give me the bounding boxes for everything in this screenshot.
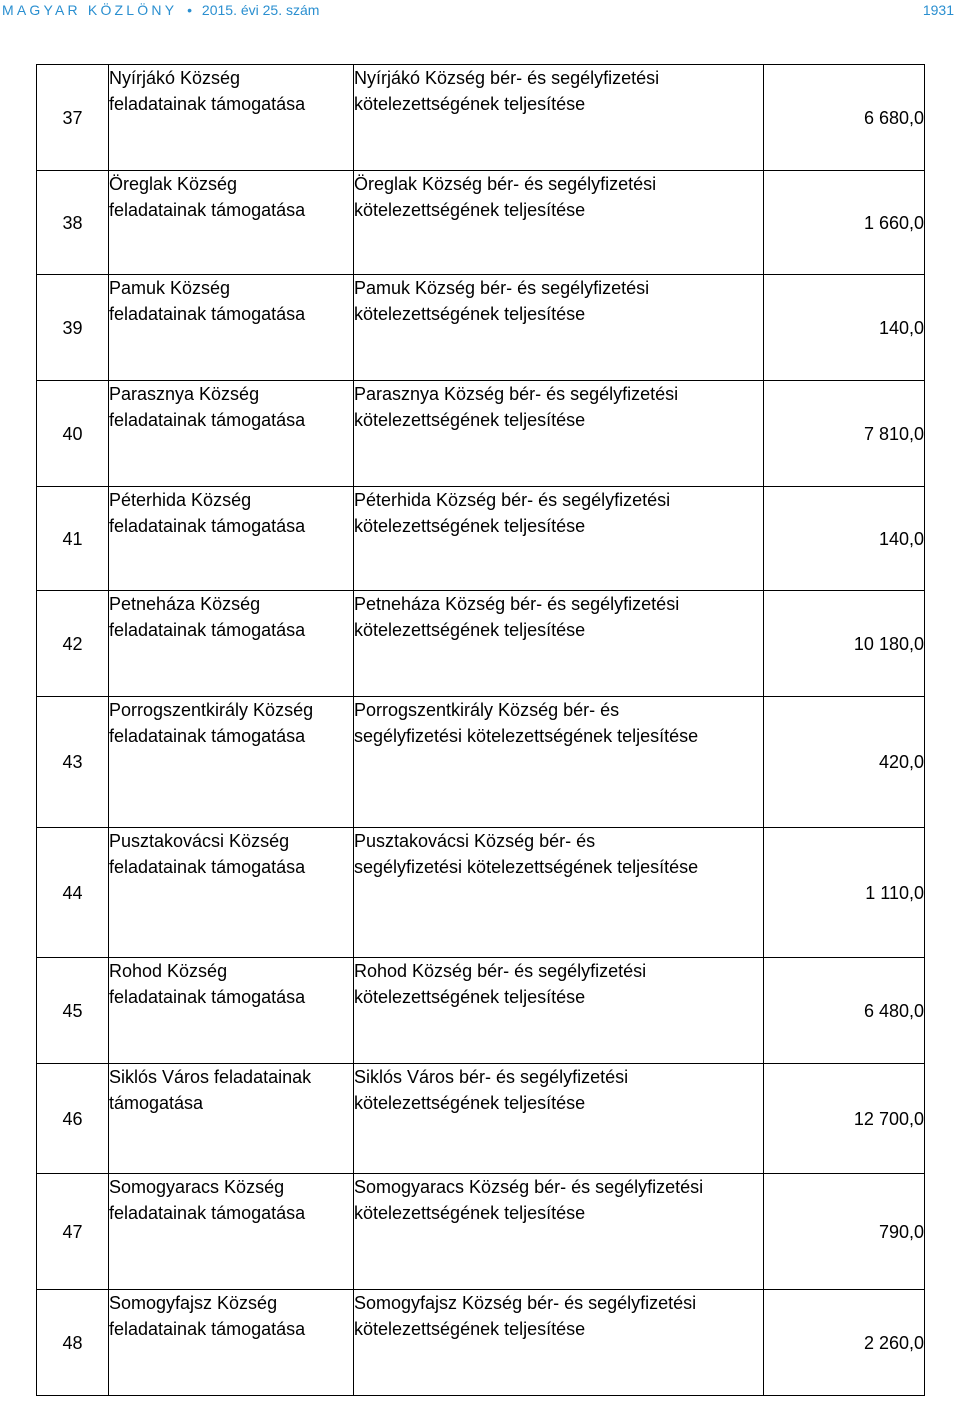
row-number: 37: [37, 65, 109, 171]
beneficiary-line: feladatainak támogatása: [109, 857, 306, 877]
beneficiary-line: feladatainak támogatása: [109, 516, 306, 536]
beneficiary-line: Rohod Község: [109, 961, 228, 981]
beneficiary-cell: [109, 275, 354, 381]
amount-cell: 420,0: [764, 697, 925, 828]
beneficiary-line: Pamuk Község: [109, 278, 231, 298]
beneficiary-line: feladatainak támogatása: [109, 304, 306, 324]
issue-label: 2015. évi 25. szám: [201, 2, 320, 18]
beneficiary-line: Somogyaracs Község: [109, 1177, 285, 1197]
beneficiary-line: támogatása: [109, 1093, 204, 1113]
beneficiary-line: Petneháza Község: [109, 594, 261, 614]
purpose-line: kötelezettségének teljesítése: [354, 304, 586, 324]
purpose-line: kötelezettségének teljesítése: [354, 200, 586, 220]
table-row: [37, 958, 925, 1064]
amount-cell: 7 810,0: [764, 381, 925, 487]
beneficiary-line: feladatainak támogatása: [109, 410, 306, 430]
beneficiary-line: feladatainak támogatása: [109, 620, 306, 640]
purpose-cell: [354, 1290, 764, 1396]
row-number: 43: [37, 697, 109, 828]
beneficiary-cell: [109, 171, 354, 275]
purpose-line: Nyírjákó Község bér- és segélyfizetési: [354, 68, 660, 88]
publication-title: MAGYAR KÖZLÖNY: [2, 2, 178, 18]
page-number: 1931: [922, 2, 954, 18]
purpose-line: kötelezettségének teljesítése: [354, 620, 586, 640]
row-number: 45: [37, 958, 109, 1064]
header-left: [2, 2, 319, 18]
amount-cell: 140,0: [764, 487, 925, 591]
beneficiary-cell: [109, 1290, 354, 1396]
beneficiary-line: feladatainak támogatása: [109, 726, 306, 746]
row-number: 39: [37, 275, 109, 381]
purpose-line: Parasznya Község bér- és segélyfizetési: [354, 384, 679, 404]
purpose-cell: [354, 591, 764, 697]
amount-cell: 12 700,0: [764, 1064, 925, 1174]
purpose-line: kötelezettségének teljesítése: [354, 1203, 586, 1223]
purpose-line: Pusztakovácsi Község bér- és: [354, 831, 596, 851]
row-number: 40: [37, 381, 109, 487]
amount-cell: 6 480,0: [764, 958, 925, 1064]
beneficiary-line: Nyírjákó Község: [109, 68, 241, 88]
beneficiary-line: Somogyfajsz Község: [109, 1293, 278, 1313]
row-number: 48: [37, 1290, 109, 1396]
purpose-cell: [354, 958, 764, 1064]
beneficiary-cell: [109, 381, 354, 487]
beneficiary-cell: [109, 828, 354, 958]
amount-cell: 10 180,0: [764, 591, 925, 697]
beneficiary-line: feladatainak támogatása: [109, 1319, 306, 1339]
beneficiary-line: feladatainak támogatása: [109, 200, 306, 220]
beneficiary-line: feladatainak támogatása: [109, 94, 306, 114]
table-row: [37, 65, 925, 171]
amount-cell: 6 680,0: [764, 65, 925, 171]
row-number: 46: [37, 1064, 109, 1174]
support-table-body: [37, 65, 925, 1396]
beneficiary-line: Pusztakovácsi Község: [109, 831, 290, 851]
support-table: [36, 64, 925, 1396]
beneficiary-line: Péterhida Község: [109, 490, 252, 510]
table-row: [37, 828, 925, 958]
purpose-cell: [354, 697, 764, 828]
amount-cell: 1 110,0: [764, 828, 925, 958]
row-number: 42: [37, 591, 109, 697]
row-number: 41: [37, 487, 109, 591]
row-number: 47: [37, 1174, 109, 1290]
beneficiary-line: feladatainak támogatása: [109, 987, 306, 1007]
purpose-line: kötelezettségének teljesítése: [354, 1319, 586, 1339]
row-number: 44: [37, 828, 109, 958]
beneficiary-cell: [109, 1174, 354, 1290]
beneficiary-line: Öreglak Község: [109, 174, 238, 194]
purpose-line: Rohod Község bér- és segélyfizetési: [354, 961, 647, 981]
purpose-line: kötelezettségének teljesítése: [354, 410, 586, 430]
purpose-line: Péterhida Község bér- és segélyfizetési: [354, 490, 671, 510]
purpose-cell: [354, 828, 764, 958]
purpose-cell: [354, 1064, 764, 1174]
purpose-line: Siklós Város bér- és segélyfizetési: [354, 1067, 629, 1087]
purpose-cell: [354, 275, 764, 381]
beneficiary-cell: [109, 65, 354, 171]
purpose-cell: [354, 1174, 764, 1290]
beneficiary-cell: [109, 697, 354, 828]
purpose-line: segélyfizetési kötelezettségének teljesítése: [354, 857, 699, 877]
purpose-line: kötelezettségének teljesítése: [354, 1093, 586, 1113]
purpose-line: Porrogszentkirály Község bér- és: [354, 700, 620, 720]
amount-cell: 2 260,0: [764, 1290, 925, 1396]
table-row: [37, 1064, 925, 1174]
table-row: [37, 697, 925, 828]
purpose-line: Somogyfajsz Község bér- és segélyfizetési: [354, 1293, 697, 1313]
beneficiary-line: Parasznya Község: [109, 384, 260, 404]
beneficiary-cell: [109, 1064, 354, 1174]
table-row: [37, 487, 925, 591]
table-row: [37, 1174, 925, 1290]
amount-cell: 790,0: [764, 1174, 925, 1290]
beneficiary-line: Porrogszentkirály Község: [109, 700, 314, 720]
beneficiary-cell: [109, 487, 354, 591]
purpose-line: kötelezettségének teljesítése: [354, 94, 586, 114]
header-separator: •: [187, 2, 193, 18]
purpose-line: Öreglak Község bér- és segélyfizetési: [354, 174, 657, 194]
table-row: [37, 275, 925, 381]
purpose-line: kötelezettségének teljesítése: [354, 987, 586, 1007]
table-row: [37, 381, 925, 487]
beneficiary-line: Siklós Város feladatainak: [109, 1067, 312, 1087]
beneficiary-line: feladatainak támogatása: [109, 1203, 306, 1223]
purpose-line: Somogyaracs Község bér- és segélyfizetési: [354, 1177, 704, 1197]
purpose-line: kötelezettségének teljesítése: [354, 516, 586, 536]
table-row: [37, 1290, 925, 1396]
amount-cell: 140,0: [764, 275, 925, 381]
purpose-cell: [354, 171, 764, 275]
purpose-cell: [354, 65, 764, 171]
amount-cell: 1 660,0: [764, 171, 925, 275]
page-header: [0, 0, 960, 24]
purpose-line: Pamuk Község bér- és segélyfizetési: [354, 278, 650, 298]
beneficiary-cell: [109, 591, 354, 697]
purpose-line: segélyfizetési kötelezettségének teljesítése: [354, 726, 699, 746]
row-number: 38: [37, 171, 109, 275]
purpose-cell: [354, 487, 764, 591]
purpose-line: Petneháza Község bér- és segélyfizetési: [354, 594, 680, 614]
table-row: [37, 591, 925, 697]
purpose-cell: [354, 381, 764, 487]
beneficiary-cell: [109, 958, 354, 1064]
table-row: [37, 171, 925, 275]
